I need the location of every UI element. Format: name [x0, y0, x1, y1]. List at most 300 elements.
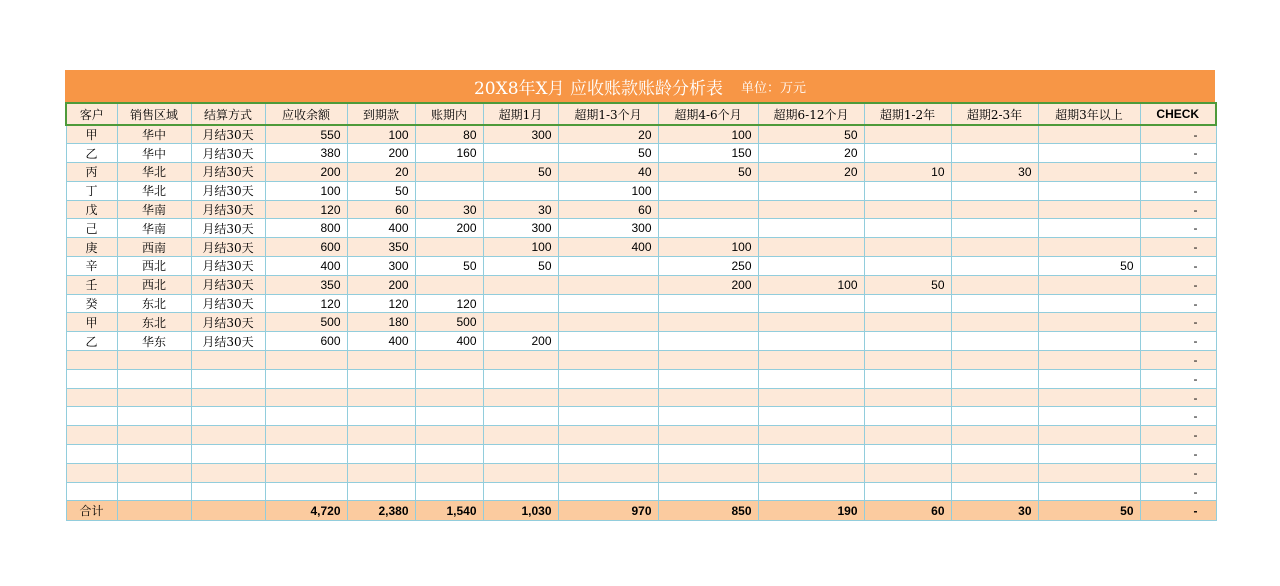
column-header[interactable]: 账期内	[415, 103, 483, 125]
table-cell[interactable]	[347, 351, 415, 370]
table-cell[interactable]	[864, 144, 951, 163]
column-header[interactable]: 超期1-3个月	[558, 103, 658, 125]
table-cell[interactable]: 300	[483, 219, 558, 238]
table-cell[interactable]: -	[1140, 144, 1216, 163]
table-cell[interactable]	[658, 407, 758, 426]
total-cell[interactable]: 4,720	[265, 501, 347, 521]
table-cell[interactable]: 120	[415, 294, 483, 313]
table-cell[interactable]	[265, 351, 347, 370]
table-cell[interactable]	[415, 369, 483, 388]
table-cell[interactable]	[415, 351, 483, 370]
table-cell[interactable]	[758, 407, 864, 426]
table-cell[interactable]	[758, 257, 864, 276]
table-cell[interactable]	[117, 369, 191, 388]
table-cell[interactable]: 200	[265, 163, 347, 182]
table-cell[interactable]: 50	[758, 125, 864, 144]
table-cell[interactable]: -	[1140, 200, 1216, 219]
table-cell[interactable]	[951, 426, 1038, 445]
table-cell[interactable]	[191, 445, 265, 464]
total-cell[interactable]: 30	[951, 501, 1038, 521]
table-cell[interactable]: 300	[483, 125, 558, 144]
table-cell[interactable]: 西北	[117, 257, 191, 276]
table-cell[interactable]	[265, 407, 347, 426]
table-cell[interactable]: 300	[558, 219, 658, 238]
table-cell[interactable]	[347, 369, 415, 388]
column-header[interactable]: 超期4-6个月	[658, 103, 758, 125]
table-cell[interactable]	[864, 294, 951, 313]
table-cell[interactable]: 50	[658, 163, 758, 182]
table-cell[interactable]	[658, 294, 758, 313]
table-cell[interactable]: 东北	[117, 294, 191, 313]
table-cell[interactable]: 380	[265, 144, 347, 163]
table-cell[interactable]: -	[1140, 219, 1216, 238]
table-cell[interactable]	[864, 332, 951, 351]
table-cell[interactable]	[347, 463, 415, 482]
total-cell[interactable]: 190	[758, 501, 864, 521]
table-cell[interactable]	[558, 257, 658, 276]
table-cell[interactable]	[347, 407, 415, 426]
table-cell[interactable]: -	[1140, 463, 1216, 482]
table-cell[interactable]: 400	[265, 257, 347, 276]
table-cell[interactable]	[658, 200, 758, 219]
table-cell[interactable]	[1038, 163, 1140, 182]
table-cell[interactable]	[191, 463, 265, 482]
column-header[interactable]: 销售区域	[117, 103, 191, 125]
table-cell[interactable]	[758, 294, 864, 313]
table-cell[interactable]	[1038, 200, 1140, 219]
table-cell[interactable]	[864, 482, 951, 501]
table-cell[interactable]: 华东	[117, 332, 191, 351]
table-cell[interactable]	[483, 369, 558, 388]
table-cell[interactable]	[951, 275, 1038, 294]
table-cell[interactable]	[558, 294, 658, 313]
table-cell[interactable]	[483, 144, 558, 163]
table-cell[interactable]	[951, 407, 1038, 426]
table-cell[interactable]	[66, 482, 117, 501]
table-cell[interactable]: -	[1140, 294, 1216, 313]
table-cell[interactable]: 60	[558, 200, 658, 219]
table-cell[interactable]	[1038, 219, 1140, 238]
table-cell[interactable]	[758, 332, 864, 351]
table-cell[interactable]	[483, 407, 558, 426]
table-cell[interactable]	[951, 332, 1038, 351]
table-cell[interactable]	[483, 294, 558, 313]
table-cell[interactable]	[864, 445, 951, 464]
table-cell[interactable]	[1038, 369, 1140, 388]
table-cell[interactable]	[191, 426, 265, 445]
table-cell[interactable]: 甲	[66, 125, 117, 144]
table-cell[interactable]	[758, 388, 864, 407]
table-cell[interactable]: 乙	[66, 144, 117, 163]
table-cell[interactable]	[864, 463, 951, 482]
table-cell[interactable]	[347, 388, 415, 407]
table-cell[interactable]: 庚	[66, 238, 117, 257]
table-cell[interactable]: 华北	[117, 181, 191, 200]
table-cell[interactable]	[347, 445, 415, 464]
table-cell[interactable]	[1038, 313, 1140, 332]
table-cell[interactable]: 50	[347, 181, 415, 200]
column-header[interactable]: 客户	[66, 103, 117, 125]
table-cell[interactable]: 120	[265, 200, 347, 219]
total-cell[interactable]: 1,540	[415, 501, 483, 521]
table-cell[interactable]: -	[1140, 257, 1216, 276]
total-cell[interactable]: 50	[1038, 501, 1140, 521]
table-cell[interactable]: 50	[483, 163, 558, 182]
table-cell[interactable]: 200	[415, 219, 483, 238]
table-cell[interactable]	[265, 445, 347, 464]
table-cell[interactable]	[117, 482, 191, 501]
table-cell[interactable]: -	[1140, 181, 1216, 200]
table-cell[interactable]: -	[1140, 426, 1216, 445]
table-cell[interactable]	[864, 407, 951, 426]
table-cell[interactable]	[483, 426, 558, 445]
table-cell[interactable]	[658, 181, 758, 200]
table-cell[interactable]: 戊	[66, 200, 117, 219]
table-cell[interactable]	[951, 445, 1038, 464]
total-cell[interactable]: 1,030	[483, 501, 558, 521]
table-cell[interactable]	[951, 388, 1038, 407]
table-cell[interactable]	[951, 463, 1038, 482]
table-cell[interactable]: 100	[265, 181, 347, 200]
table-cell[interactable]	[758, 200, 864, 219]
column-header[interactable]: 应收余额	[265, 103, 347, 125]
table-cell[interactable]	[864, 200, 951, 219]
table-cell[interactable]: 600	[265, 332, 347, 351]
table-cell[interactable]: 月结30天	[191, 275, 265, 294]
table-cell[interactable]	[265, 426, 347, 445]
table-cell[interactable]	[864, 426, 951, 445]
table-cell[interactable]: 200	[658, 275, 758, 294]
table-cell[interactable]: 800	[265, 219, 347, 238]
table-cell[interactable]	[66, 407, 117, 426]
table-cell[interactable]	[658, 482, 758, 501]
table-cell[interactable]	[951, 125, 1038, 144]
table-cell[interactable]	[415, 238, 483, 257]
table-cell[interactable]	[415, 163, 483, 182]
table-cell[interactable]	[658, 388, 758, 407]
table-cell[interactable]: 30	[483, 200, 558, 219]
table-cell[interactable]	[658, 332, 758, 351]
table-cell[interactable]	[758, 313, 864, 332]
table-cell[interactable]: 己	[66, 219, 117, 238]
table-cell[interactable]	[951, 257, 1038, 276]
table-cell[interactable]: 40	[558, 163, 658, 182]
table-cell[interactable]: 500	[265, 313, 347, 332]
table-cell[interactable]	[758, 463, 864, 482]
table-cell[interactable]: 100	[483, 238, 558, 257]
table-cell[interactable]: 20	[758, 144, 864, 163]
table-cell[interactable]	[558, 482, 658, 501]
table-cell[interactable]	[951, 313, 1038, 332]
table-cell[interactable]	[864, 125, 951, 144]
table-cell[interactable]: -	[1140, 125, 1216, 144]
table-cell[interactable]	[66, 426, 117, 445]
table-cell[interactable]: 月结30天	[191, 294, 265, 313]
table-cell[interactable]: -	[1140, 369, 1216, 388]
table-cell[interactable]: 月结30天	[191, 332, 265, 351]
table-cell[interactable]	[951, 238, 1038, 257]
table-cell[interactable]	[117, 463, 191, 482]
table-cell[interactable]	[1038, 144, 1140, 163]
column-header[interactable]: 超期3年以上	[1038, 103, 1140, 125]
table-cell[interactable]: 西北	[117, 275, 191, 294]
table-cell[interactable]	[483, 351, 558, 370]
table-cell[interactable]: -	[1140, 332, 1216, 351]
table-cell[interactable]	[483, 482, 558, 501]
table-cell[interactable]	[1038, 125, 1140, 144]
table-cell[interactable]: 华南	[117, 219, 191, 238]
table-cell[interactable]: 180	[347, 313, 415, 332]
table-cell[interactable]: -	[1140, 388, 1216, 407]
total-cell[interactable]	[117, 501, 191, 521]
table-cell[interactable]	[864, 388, 951, 407]
table-cell[interactable]	[558, 407, 658, 426]
table-cell[interactable]	[191, 388, 265, 407]
column-header[interactable]: 超期2-3年	[951, 103, 1038, 125]
table-cell[interactable]: 100	[658, 238, 758, 257]
table-cell[interactable]	[951, 294, 1038, 313]
total-cell[interactable]: 60	[864, 501, 951, 521]
table-cell[interactable]: 400	[347, 332, 415, 351]
table-cell[interactable]	[658, 219, 758, 238]
table-cell[interactable]	[951, 351, 1038, 370]
table-cell[interactable]: 550	[265, 125, 347, 144]
table-cell[interactable]	[658, 369, 758, 388]
table-cell[interactable]	[951, 482, 1038, 501]
table-cell[interactable]	[558, 351, 658, 370]
table-cell[interactable]	[864, 313, 951, 332]
table-cell[interactable]	[658, 351, 758, 370]
table-cell[interactable]	[483, 445, 558, 464]
table-cell[interactable]: 东北	[117, 313, 191, 332]
table-cell[interactable]	[117, 407, 191, 426]
table-cell[interactable]	[191, 351, 265, 370]
table-cell[interactable]: 200	[347, 144, 415, 163]
table-cell[interactable]	[483, 181, 558, 200]
total-cell[interactable]: -	[1140, 501, 1216, 521]
table-cell[interactable]	[558, 369, 658, 388]
table-cell[interactable]	[758, 482, 864, 501]
table-cell[interactable]	[117, 426, 191, 445]
table-cell[interactable]	[66, 388, 117, 407]
table-cell[interactable]	[758, 426, 864, 445]
table-cell[interactable]	[265, 369, 347, 388]
table-cell[interactable]	[415, 482, 483, 501]
table-cell[interactable]: 20	[758, 163, 864, 182]
table-cell[interactable]: 300	[347, 257, 415, 276]
table-cell[interactable]	[1038, 463, 1140, 482]
table-cell[interactable]: 50	[558, 144, 658, 163]
table-cell[interactable]: 月结30天	[191, 257, 265, 276]
table-cell[interactable]	[1038, 181, 1140, 200]
table-cell[interactable]	[265, 463, 347, 482]
table-cell[interactable]: 200	[483, 332, 558, 351]
table-cell[interactable]	[558, 388, 658, 407]
table-cell[interactable]	[1038, 445, 1140, 464]
table-cell[interactable]: 月结30天	[191, 144, 265, 163]
total-cell[interactable]: 850	[658, 501, 758, 521]
table-cell[interactable]: 160	[415, 144, 483, 163]
table-cell[interactable]: 350	[347, 238, 415, 257]
table-cell[interactable]	[864, 351, 951, 370]
total-label[interactable]: 合计	[66, 501, 117, 521]
table-cell[interactable]	[1038, 294, 1140, 313]
table-cell[interactable]: 华南	[117, 200, 191, 219]
table-cell[interactable]: 350	[265, 275, 347, 294]
column-header[interactable]: 超期6-12个月	[758, 103, 864, 125]
table-cell[interactable]: 月结30天	[191, 200, 265, 219]
table-cell[interactable]: 100	[658, 125, 758, 144]
table-cell[interactable]: 月结30天	[191, 181, 265, 200]
table-cell[interactable]	[191, 482, 265, 501]
table-cell[interactable]: 壬	[66, 275, 117, 294]
table-cell[interactable]	[347, 482, 415, 501]
table-cell[interactable]	[66, 463, 117, 482]
table-cell[interactable]: 癸	[66, 294, 117, 313]
table-cell[interactable]	[66, 445, 117, 464]
table-cell[interactable]: -	[1140, 482, 1216, 501]
table-cell[interactable]: 50	[864, 275, 951, 294]
table-cell[interactable]	[864, 257, 951, 276]
table-cell[interactable]: 600	[265, 238, 347, 257]
table-cell[interactable]: 20	[558, 125, 658, 144]
table-cell[interactable]	[758, 181, 864, 200]
table-cell[interactable]: 100	[558, 181, 658, 200]
table-cell[interactable]: 月结30天	[191, 313, 265, 332]
table-cell[interactable]	[117, 351, 191, 370]
table-cell[interactable]	[658, 426, 758, 445]
table-cell[interactable]	[415, 463, 483, 482]
total-cell[interactable]: 970	[558, 501, 658, 521]
table-cell[interactable]: 50	[483, 257, 558, 276]
table-cell[interactable]: 月结30天	[191, 163, 265, 182]
table-cell[interactable]	[1038, 238, 1140, 257]
table-cell[interactable]	[1038, 407, 1140, 426]
table-cell[interactable]	[558, 332, 658, 351]
table-cell[interactable]	[415, 426, 483, 445]
table-cell[interactable]	[415, 181, 483, 200]
table-cell[interactable]	[558, 275, 658, 294]
table-cell[interactable]	[658, 313, 758, 332]
table-cell[interactable]: 60	[347, 200, 415, 219]
table-cell[interactable]	[951, 181, 1038, 200]
table-cell[interactable]: -	[1140, 275, 1216, 294]
table-cell[interactable]	[864, 219, 951, 238]
table-cell[interactable]: 100	[758, 275, 864, 294]
table-cell[interactable]: 乙	[66, 332, 117, 351]
table-cell[interactable]	[864, 181, 951, 200]
table-cell[interactable]: 月结30天	[191, 219, 265, 238]
table-cell[interactable]: -	[1140, 407, 1216, 426]
table-cell[interactable]: -	[1140, 238, 1216, 257]
table-cell[interactable]	[117, 445, 191, 464]
table-cell[interactable]: -	[1140, 445, 1216, 464]
table-cell[interactable]	[347, 426, 415, 445]
column-header[interactable]: 到期款	[347, 103, 415, 125]
table-cell[interactable]: 120	[265, 294, 347, 313]
table-cell[interactable]: 400	[347, 219, 415, 238]
table-cell[interactable]	[265, 482, 347, 501]
column-header[interactable]: 超期1月	[483, 103, 558, 125]
table-cell[interactable]: 华中	[117, 125, 191, 144]
table-cell[interactable]	[658, 463, 758, 482]
table-cell[interactable]: 西南	[117, 238, 191, 257]
total-cell[interactable]	[191, 501, 265, 521]
table-cell[interactable]: 50	[1038, 257, 1140, 276]
table-cell[interactable]: 400	[415, 332, 483, 351]
table-cell[interactable]: 华中	[117, 144, 191, 163]
column-header[interactable]: 超期1-2年	[864, 103, 951, 125]
table-cell[interactable]	[483, 313, 558, 332]
table-cell[interactable]	[415, 388, 483, 407]
table-cell[interactable]	[558, 426, 658, 445]
table-cell[interactable]	[483, 388, 558, 407]
table-cell[interactable]: 丁	[66, 181, 117, 200]
table-cell[interactable]	[191, 407, 265, 426]
table-cell[interactable]	[758, 238, 864, 257]
table-cell[interactable]: 250	[658, 257, 758, 276]
table-cell[interactable]	[658, 445, 758, 464]
table-cell[interactable]	[1038, 351, 1140, 370]
table-cell[interactable]: 辛	[66, 257, 117, 276]
table-cell[interactable]: 20	[347, 163, 415, 182]
table-cell[interactable]	[558, 313, 658, 332]
table-cell[interactable]	[758, 369, 864, 388]
table-cell[interactable]	[1038, 332, 1140, 351]
table-cell[interactable]	[558, 445, 658, 464]
column-header[interactable]: CHECK	[1140, 103, 1216, 125]
table-cell[interactable]	[117, 388, 191, 407]
table-cell[interactable]: 月结30天	[191, 238, 265, 257]
table-cell[interactable]	[951, 219, 1038, 238]
table-cell[interactable]: -	[1140, 313, 1216, 332]
table-cell[interactable]	[1038, 275, 1140, 294]
table-cell[interactable]: 150	[658, 144, 758, 163]
table-cell[interactable]	[864, 369, 951, 388]
table-cell[interactable]: 100	[347, 125, 415, 144]
table-cell[interactable]: 甲	[66, 313, 117, 332]
table-cell[interactable]	[951, 144, 1038, 163]
table-cell[interactable]: 30	[951, 163, 1038, 182]
table-cell[interactable]	[951, 200, 1038, 219]
table-cell[interactable]	[758, 445, 864, 464]
table-cell[interactable]: 10	[864, 163, 951, 182]
table-cell[interactable]	[951, 369, 1038, 388]
table-cell[interactable]	[1038, 388, 1140, 407]
table-cell[interactable]	[758, 219, 864, 238]
table-cell[interactable]: 50	[415, 257, 483, 276]
total-cell[interactable]: 2,380	[347, 501, 415, 521]
table-cell[interactable]	[1038, 482, 1140, 501]
table-cell[interactable]	[864, 238, 951, 257]
table-cell[interactable]	[415, 407, 483, 426]
table-cell[interactable]: 丙	[66, 163, 117, 182]
table-cell[interactable]	[66, 351, 117, 370]
table-cell[interactable]: -	[1140, 351, 1216, 370]
column-header[interactable]: 结算方式	[191, 103, 265, 125]
table-cell[interactable]	[415, 275, 483, 294]
table-cell[interactable]	[758, 351, 864, 370]
table-cell[interactable]	[483, 275, 558, 294]
table-cell[interactable]: 500	[415, 313, 483, 332]
table-cell[interactable]: 月结30天	[191, 125, 265, 144]
table-cell[interactable]: 30	[415, 200, 483, 219]
table-cell[interactable]: -	[1140, 163, 1216, 182]
table-cell[interactable]: 华北	[117, 163, 191, 182]
table-cell[interactable]	[66, 369, 117, 388]
table-cell[interactable]	[1038, 426, 1140, 445]
table-cell[interactable]	[191, 369, 265, 388]
